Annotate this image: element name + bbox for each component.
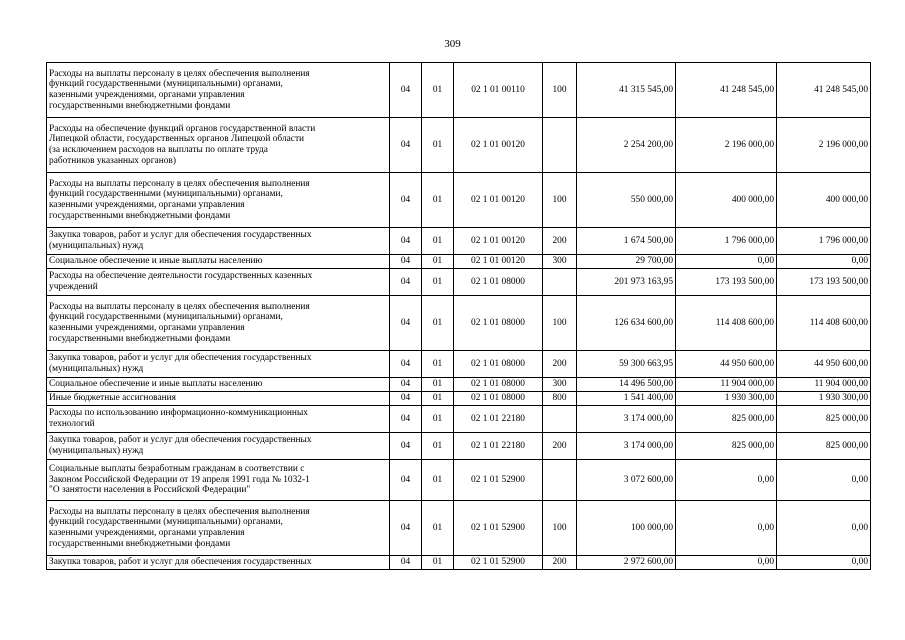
- expense-name: Закупка товаров, работ и услуг для обеспечения государственных: [47, 556, 390, 570]
- grbs-code: 04: [390, 556, 422, 570]
- table-row: [47, 63, 871, 118]
- amount-year-3: 41 248 545,00: [777, 63, 871, 118]
- section-code: 01: [422, 173, 454, 228]
- expense-name: Социальное обеспечение и иные выплаты населению: [47, 255, 390, 269]
- expense-name: Закупка товаров, работ и услуг для обеспечения государственных (муниципальных) нужд: [47, 433, 390, 460]
- grbs-code: 04: [390, 406, 422, 433]
- section-code: 01: [422, 118, 454, 173]
- grbs-code: 04: [390, 296, 422, 351]
- expense-type-code: 200: [543, 228, 577, 255]
- amount-year-3: 2 196 000,00: [777, 118, 871, 173]
- table-body: [47, 63, 871, 570]
- expense-name: Социальное обеспечение и иные выплаты населению: [47, 378, 390, 392]
- section-code: 01: [422, 296, 454, 351]
- expense-type-code: 300: [543, 255, 577, 269]
- amount-year-3: 0,00: [777, 556, 871, 570]
- amount-year-1: 126 634 600,00: [577, 296, 676, 351]
- table-row: [47, 296, 871, 351]
- amount-year-2: 1 796 000,00: [676, 228, 777, 255]
- amount-year-2: 825 000,00: [676, 433, 777, 460]
- section-code: 01: [422, 392, 454, 406]
- amount-year-1: 2 972 600,00: [577, 556, 676, 570]
- amount-year-2: 44 950 600,00: [676, 351, 777, 378]
- amount-year-1: 14 496 500,00: [577, 378, 676, 392]
- expense-type-code: [543, 269, 577, 296]
- section-code: 01: [422, 228, 454, 255]
- grbs-code: 04: [390, 269, 422, 296]
- grbs-code: 04: [390, 351, 422, 378]
- target-article-code: 02 1 01 00120: [454, 255, 543, 269]
- section-code: 01: [422, 269, 454, 296]
- amount-year-3: 173 193 500,00: [777, 269, 871, 296]
- target-article-code: 02 1 01 52900: [454, 460, 543, 501]
- target-article-code: 02 1 01 22180: [454, 433, 543, 460]
- grbs-code: 04: [390, 118, 422, 173]
- amount-year-2: 11 904 000,00: [676, 378, 777, 392]
- amount-year-1: 2 254 200,00: [577, 118, 676, 173]
- amount-year-1: 3 174 000,00: [577, 406, 676, 433]
- amount-year-1: 100 000,00: [577, 501, 676, 556]
- table-row: [47, 228, 871, 255]
- amount-year-2: 0,00: [676, 556, 777, 570]
- amount-year-1: 41 315 545,00: [577, 63, 676, 118]
- table-row: [47, 378, 871, 392]
- table-row: [47, 118, 871, 173]
- expense-name: Иные бюджетные ассигнования: [47, 392, 390, 406]
- amount-year-2: 114 408 600,00: [676, 296, 777, 351]
- expense-name: Закупка товаров, работ и услуг для обеспечения государственных (муниципальных) нужд: [47, 228, 390, 255]
- section-code: 01: [422, 378, 454, 392]
- target-article-code: 02 1 01 08000: [454, 378, 543, 392]
- table-row: [47, 460, 871, 501]
- amount-year-3: 825 000,00: [777, 406, 871, 433]
- amount-year-2: 0,00: [676, 460, 777, 501]
- amount-year-2: 0,00: [676, 255, 777, 269]
- expense-name: Расходы на выплаты персоналу в целях обеспечения выполнения функций государственными (муниципальными) органами, казенными учреждениями, органами управления государственными внебюджетными фондами: [47, 296, 390, 351]
- expense-type-code: 800: [543, 392, 577, 406]
- table-row: [47, 351, 871, 378]
- amount-year-1: 1 674 500,00: [577, 228, 676, 255]
- grbs-code: 04: [390, 255, 422, 269]
- expense-name: Закупка товаров, работ и услуг для обеспечения государственных (муниципальных) нужд: [47, 351, 390, 378]
- budget-table: [46, 62, 871, 570]
- table-row: [47, 173, 871, 228]
- amount-year-1: 3 072 600,00: [577, 460, 676, 501]
- section-code: 01: [422, 501, 454, 556]
- section-code: 01: [422, 460, 454, 501]
- expense-type-code: 100: [543, 173, 577, 228]
- table-row: [47, 433, 871, 460]
- section-code: 01: [422, 351, 454, 378]
- section-code: 01: [422, 556, 454, 570]
- target-article-code: 02 1 01 00120: [454, 118, 543, 173]
- amount-year-3: 400 000,00: [777, 173, 871, 228]
- expense-name: Расходы на выплаты персоналу в целях обеспечения выполнения функций государственными (муниципальными) органами, казенными учреждениями, органами управления государственными внебюджетными фондами: [47, 501, 390, 556]
- amount-year-2: 2 196 000,00: [676, 118, 777, 173]
- table-row: [47, 406, 871, 433]
- table-row: [47, 269, 871, 296]
- expense-name: Расходы на выплаты персоналу в целях обеспечения выполнения функций государственными (муниципальными) органами, казенными учреждениями, органами управления государственными внебюджетными фондами: [47, 63, 390, 118]
- table-row: [47, 392, 871, 406]
- expense-name: Социальные выплаты безработным гражданам в соответствии с Законом Российской Федерации от 19 апреля 1991 года № 1032-1 "О занятости населения в Российской Федерации": [47, 460, 390, 501]
- grbs-code: 04: [390, 378, 422, 392]
- expense-type-code: 100: [543, 501, 577, 556]
- grbs-code: 04: [390, 392, 422, 406]
- expense-type-code: 200: [543, 433, 577, 460]
- expense-type-code: 300: [543, 378, 577, 392]
- amount-year-1: 29 700,00: [577, 255, 676, 269]
- amount-year-3: 0,00: [777, 255, 871, 269]
- expense-type-code: [543, 460, 577, 501]
- section-code: 01: [422, 433, 454, 460]
- amount-year-3: 0,00: [777, 501, 871, 556]
- target-article-code: 02 1 01 00110: [454, 63, 543, 118]
- grbs-code: 04: [390, 460, 422, 501]
- amount-year-3: 825 000,00: [777, 433, 871, 460]
- expense-name: Расходы на обеспечение деятельности государственных казенных учреждений: [47, 269, 390, 296]
- amount-year-1: 1 541 400,00: [577, 392, 676, 406]
- amount-year-3: 44 950 600,00: [777, 351, 871, 378]
- amount-year-1: 3 174 000,00: [577, 433, 676, 460]
- expense-name: Расходы на обеспечение функций органов государственной власти Липецкой области, государственных органов Липецкой области (за исключением расходов на выплаты по оплате труда работников указанных органов): [47, 118, 390, 173]
- expense-name: Расходы на выплаты персоналу в целях обеспечения выполнения функций государственными (муниципальными) органами, казенными учреждениями, органами управления государственными внебюджетными фондами: [47, 173, 390, 228]
- amount-year-1: 550 000,00: [577, 173, 676, 228]
- grbs-code: 04: [390, 173, 422, 228]
- amount-year-3: 1 796 000,00: [777, 228, 871, 255]
- amount-year-3: 114 408 600,00: [777, 296, 871, 351]
- grbs-code: 04: [390, 228, 422, 255]
- amount-year-2: 41 248 545,00: [676, 63, 777, 118]
- expense-type-code: 200: [543, 556, 577, 570]
- expense-name: Расходы по использованию информационно-коммуникационных технологий: [47, 406, 390, 433]
- target-article-code: 02 1 01 22180: [454, 406, 543, 433]
- section-code: 01: [422, 255, 454, 269]
- table-row: [47, 501, 871, 556]
- amount-year-2: 0,00: [676, 501, 777, 556]
- target-article-code: 02 1 01 52900: [454, 556, 543, 570]
- expense-type-code: 200: [543, 351, 577, 378]
- expense-type-code: [543, 118, 577, 173]
- page-number: 309: [444, 38, 461, 50]
- amount-year-1: 59 300 663,95: [577, 351, 676, 378]
- target-article-code: 02 1 01 08000: [454, 296, 543, 351]
- amount-year-3: 0,00: [777, 460, 871, 501]
- grbs-code: 04: [390, 63, 422, 118]
- target-article-code: 02 1 01 00120: [454, 173, 543, 228]
- grbs-code: 04: [390, 501, 422, 556]
- section-code: 01: [422, 63, 454, 118]
- amount-year-2: 400 000,00: [676, 173, 777, 228]
- expense-type-code: 100: [543, 63, 577, 118]
- amount-year-1: 201 973 163,95: [577, 269, 676, 296]
- amount-year-2: 825 000,00: [676, 406, 777, 433]
- expense-type-code: [543, 406, 577, 433]
- target-article-code: 02 1 01 08000: [454, 392, 543, 406]
- table-row: [47, 255, 871, 269]
- grbs-code: 04: [390, 433, 422, 460]
- amount-year-3: 11 904 000,00: [777, 378, 871, 392]
- amount-year-2: 1 930 300,00: [676, 392, 777, 406]
- target-article-code: 02 1 01 00120: [454, 228, 543, 255]
- target-article-code: 02 1 01 08000: [454, 351, 543, 378]
- table-row: [47, 556, 871, 570]
- section-code: 01: [422, 406, 454, 433]
- target-article-code: 02 1 01 52900: [454, 501, 543, 556]
- target-article-code: 02 1 01 08000: [454, 269, 543, 296]
- amount-year-3: 1 930 300,00: [777, 392, 871, 406]
- amount-year-2: 173 193 500,00: [676, 269, 777, 296]
- expense-type-code: 100: [543, 296, 577, 351]
